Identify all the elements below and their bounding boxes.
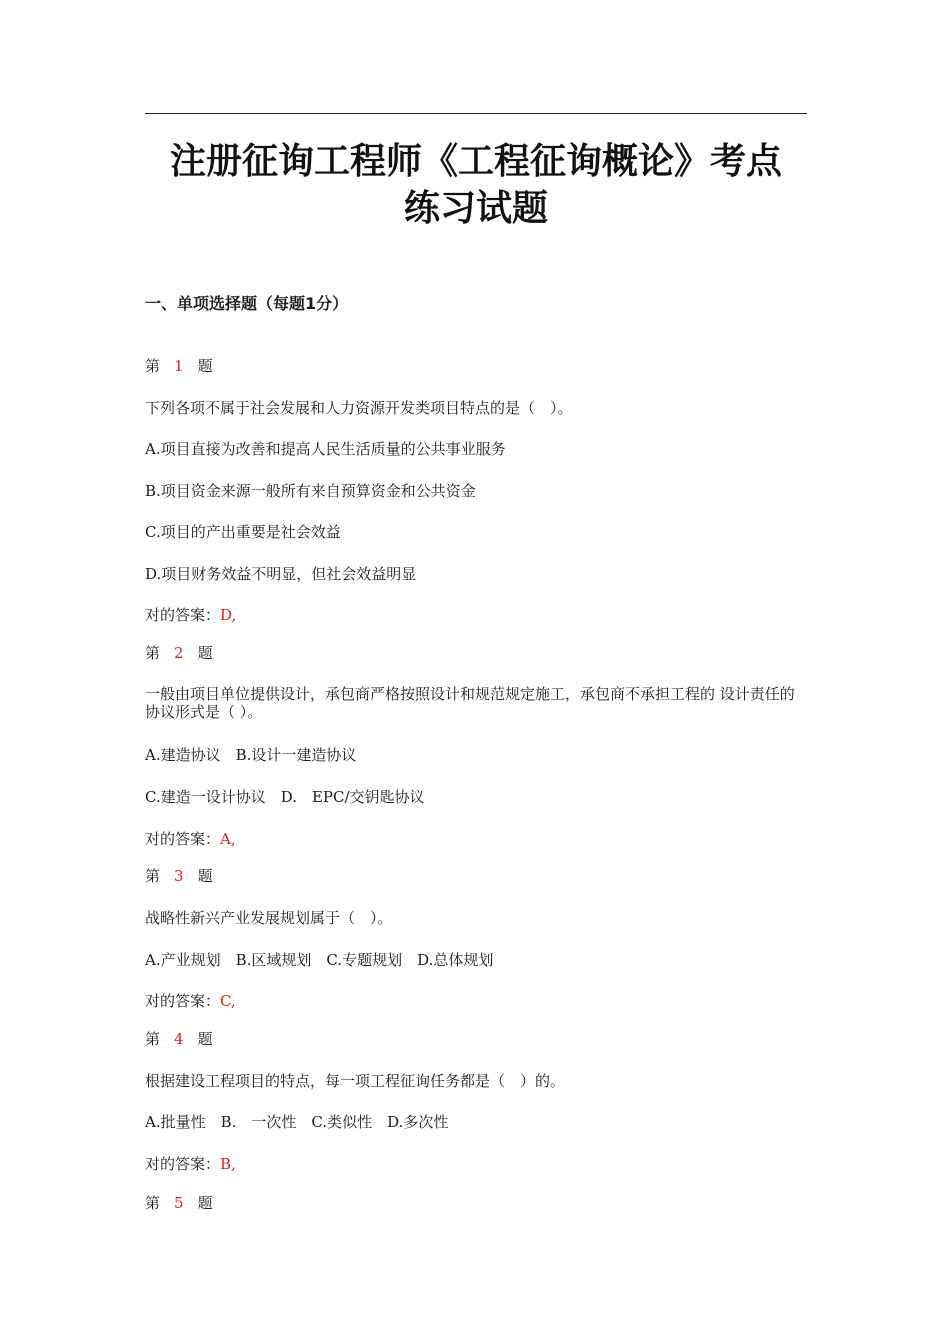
question-4-answer: [145, 1154, 807, 1174]
document-title: [145, 138, 807, 232]
question-suffix: 题: [197, 357, 213, 375]
question-3-header: [145, 866, 807, 886]
question-suffix: 题: [197, 867, 213, 885]
question-number: 1: [174, 357, 184, 375]
answer-label: 对的答案：: [145, 606, 221, 624]
question-prefix: 第: [145, 357, 161, 375]
answer-value: B,: [220, 1155, 236, 1173]
answer-label: 对的答案：: [145, 830, 221, 848]
question-suffix: 题: [197, 1194, 213, 1212]
question-2-header: [145, 643, 807, 663]
question-3-answer: [145, 991, 807, 1011]
question-1-option-d: D.项目财务效益不明显，但社会效益明显: [145, 565, 417, 583]
question-5-header: [145, 1193, 807, 1213]
question-4-stem: 根据建设工程项目的特点，每一项工程征询任务都是（ ）的。: [145, 1072, 566, 1090]
question-prefix: 第: [145, 1030, 161, 1048]
question-3-stem: 战略性新兴产业发展规划属于（ ）。: [145, 909, 393, 927]
question-4-options: A.批量性 B. 一次性 C.类似性 D.多次性: [145, 1113, 449, 1131]
question-1-option-b: B.项目资金来源一般所有来自预算资金和公共资金: [145, 482, 476, 500]
question-number: 3: [174, 867, 184, 885]
question-1-stem: 下列各项不属于社会发展和人力资源开发类项目特点的是（ ）。: [145, 399, 573, 417]
question-4-header: [145, 1029, 807, 1049]
question-1-answer: [145, 605, 807, 625]
question-number: 4: [174, 1030, 184, 1048]
question-3-options: A.产业规划 B.区域规划 C.专题规划 D.总体规划: [145, 951, 494, 969]
document-page: [145, 0, 807, 1344]
answer-label: 对的答案：: [145, 992, 221, 1010]
section-heading: 一、单项选择题（每题1分）: [145, 294, 349, 313]
answer-value: A,: [220, 830, 236, 848]
question-1-option-c: C.项目的产出重要是社会效益: [145, 523, 341, 541]
question-suffix: 题: [197, 644, 213, 662]
question-2-options-cd: C.建造一设计协议 D. EPC/交钥匙协议: [145, 788, 425, 806]
title-line-1: 注册征询工程师《工程征询概论》考点: [169, 141, 782, 182]
question-2-options-ab: A.建造协议 B.设计一建造协议: [145, 746, 357, 764]
question-2-stem: 一般由项目单位提供设计，承包商严格按照设计和规范规定施工，承包商不承担工程的 设计责任的协议形式是（ ）。: [145, 685, 795, 721]
question-number: 5: [174, 1194, 184, 1212]
question-1-option-a: A.项目直接为改善和提高人民生活质量的公共事业服务: [145, 440, 506, 458]
answer-value: D,: [220, 606, 237, 624]
question-suffix: 题: [197, 1030, 213, 1048]
answer-label: 对的答案：: [145, 1155, 221, 1173]
question-prefix: 第: [145, 644, 161, 662]
title-line-2: 练习试题: [403, 188, 548, 229]
question-prefix: 第: [145, 1194, 161, 1212]
question-prefix: 第: [145, 867, 161, 885]
question-2-answer: [145, 829, 807, 849]
answer-value: C,: [220, 992, 236, 1010]
question-1-header: [145, 356, 807, 376]
question-number: 2: [174, 644, 184, 662]
header-rule: [145, 113, 807, 114]
